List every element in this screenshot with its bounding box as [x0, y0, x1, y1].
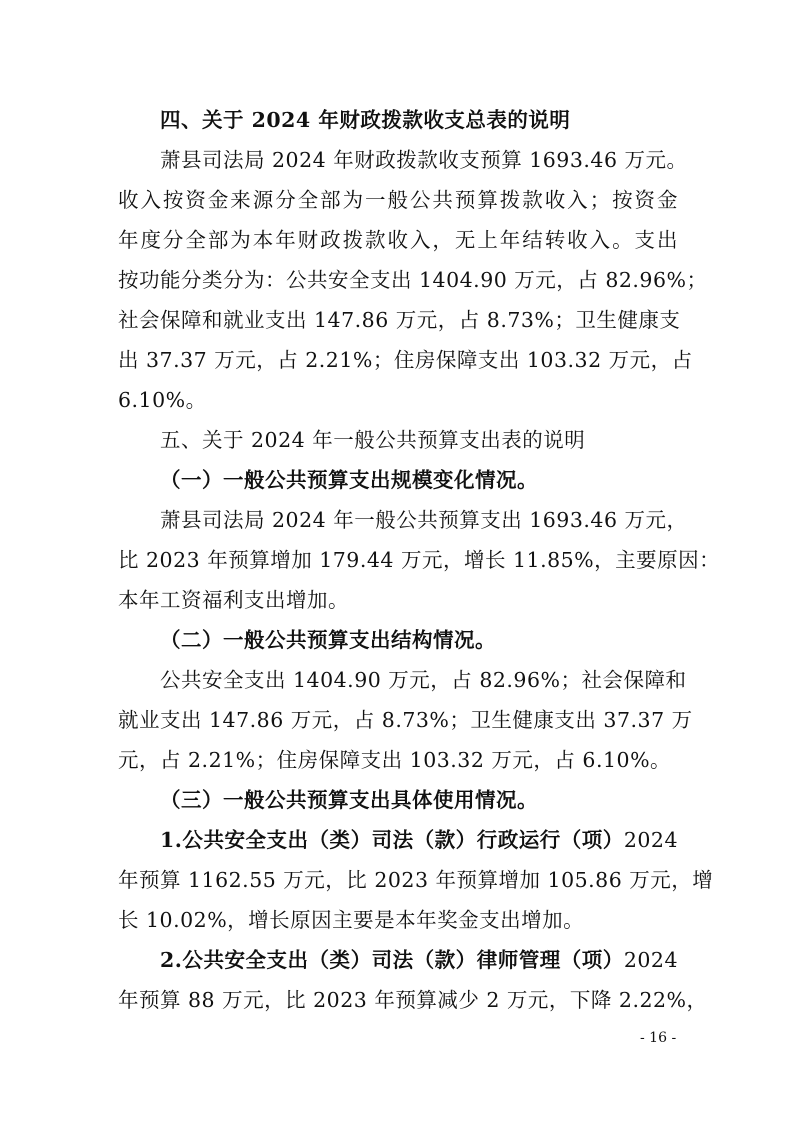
section-5-heading: 五、关于 2024 年一般公共预算支出表的说明 [160, 428, 586, 452]
paragraph-line: 出 37.37 万元，占 2.21%；住房保障支出 103.32 万元，占 [118, 348, 693, 372]
paragraph-line: 本年工资福利支出增加。 [118, 588, 349, 612]
paragraph-line: 就业支出 147.86 万元，占 8.73%；卫生健康支出 37.37 万 [118, 708, 693, 732]
paragraph-line: 比 2023 年预算增加 179.44 万元，增长 11.85%，主要原因： [118, 548, 721, 572]
subsection-3-heading: （三）一般公共预算支出具体使用情况。 [160, 788, 538, 812]
paragraph-line: 社会保障和就业支出 147.86 万元，占 8.73%；卫生健康支 [118, 308, 681, 332]
paragraph-line: 6.10%。 [118, 388, 207, 412]
paragraph-line: 公共安全支出 1404.90 万元，占 82.96%；社会保障和 [160, 668, 687, 692]
paragraph-line: 年预算 1162.55 万元，比 2023 年预算增加 105.86 万元，增 [118, 868, 714, 892]
paragraph-line: 长 10.02%，增长原因主要是本年奖金支出增加。 [118, 908, 585, 932]
paragraph-line: 萧县司法局 2024 年一般公共预算支出 1693.46 万元， [160, 508, 688, 532]
item-2-year: 2024 [623, 948, 678, 972]
item-1-year: 2024 [623, 828, 678, 852]
paragraph-line: 按功能分类分为：公共安全支出 1404.90 万元，占 82.96%； [118, 268, 708, 292]
paragraph-line: 元，占 2.21%；住房保障支出 103.32 万元，占 6.10%。 [118, 748, 672, 772]
paragraph-line: 年度分全部为本年财政拨款收入，无上年结转收入。支出 [118, 228, 678, 252]
paragraph-line: 年预算 88 万元，比 2023 年预算减少 2 万元，下降 2.22%， [118, 988, 708, 1012]
document-page [118, 100, 721, 1020]
page-number: - 16 - [640, 1030, 677, 1046]
item-1-lead-line [118, 820, 678, 860]
item-2-lead: 2.公共安全支出（类）司法（款）律师管理（项） [160, 948, 624, 972]
item-2-lead-line [118, 940, 678, 980]
paragraph-line: 收入按资金来源分全部为一般公共预算拨款收入；按资金 [118, 188, 678, 212]
section-4-heading: 四、关于 2024 年财政拨款收支总表的说明 [160, 108, 571, 132]
paragraph-line: 萧县司法局 2024 年财政拨款收支预算 1693.46 万元。 [160, 148, 688, 172]
subsection-1-heading: （一）一般公共预算支出规模变化情况。 [160, 468, 538, 492]
item-1-lead: 1.公共安全支出（类）司法（款）行政运行（项） [160, 828, 624, 852]
subsection-2-heading: （二）一般公共预算支出结构情况。 [160, 628, 496, 652]
